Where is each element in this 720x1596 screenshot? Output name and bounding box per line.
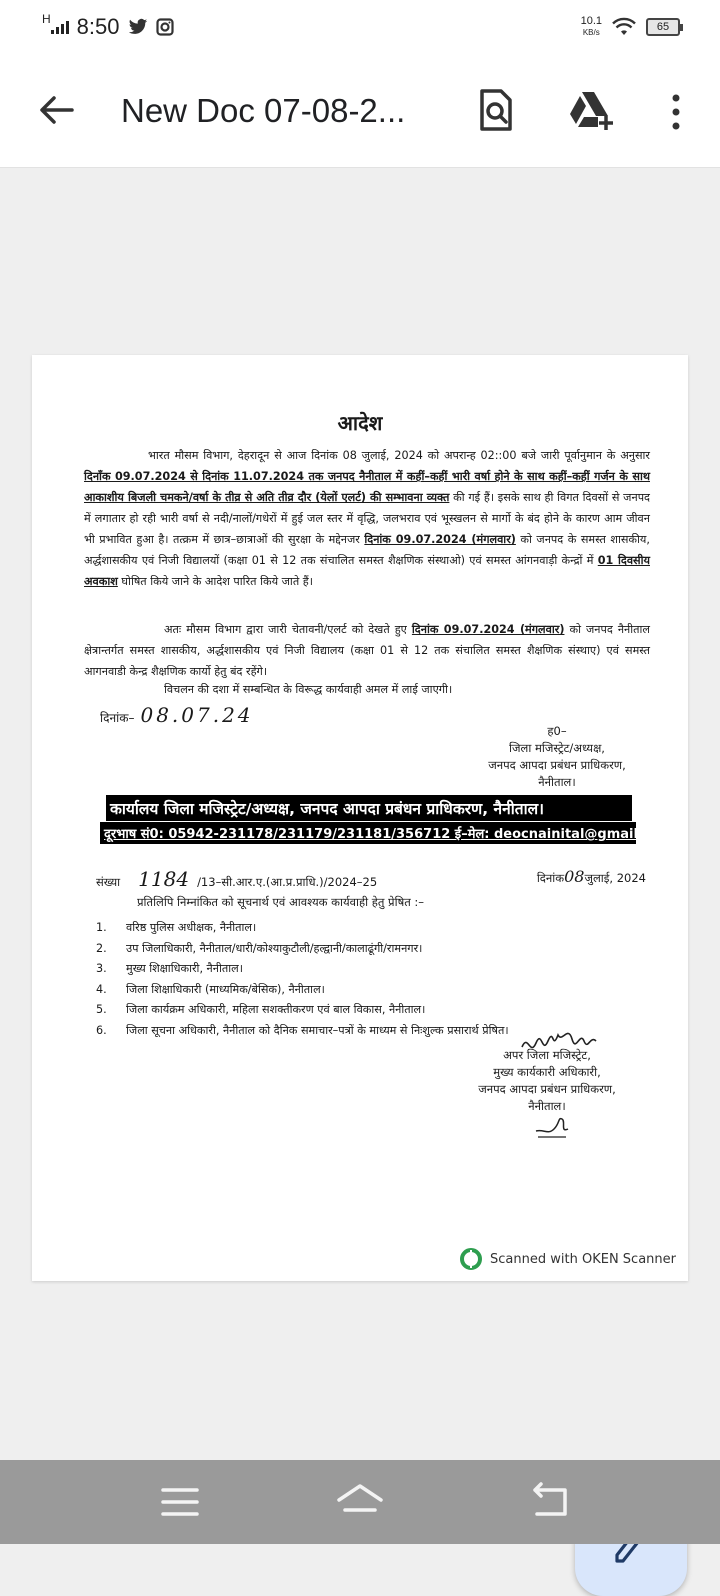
document-title: New Doc 07-08-2... bbox=[121, 92, 406, 129]
order-title: आदेश bbox=[337, 411, 383, 435]
battery-icon: 65 bbox=[646, 18, 680, 36]
recipient-item bbox=[96, 939, 656, 960]
system-nav-bar bbox=[0, 1460, 720, 1544]
scanner-watermark: Scanned with OKEN Scanner bbox=[460, 1248, 676, 1270]
order-paragraph-3: विचलन की दशा में सम्बन्धित के विरूद्ध कार्यवाही अमल में लाई जाएगी। bbox=[164, 683, 453, 696]
more-options-icon[interactable] bbox=[666, 92, 686, 132]
status-bar bbox=[0, 0, 720, 56]
order-paragraph-2: अतः मौसम विभाग द्वारा जारी चेतावनी/एलर्ट को देखते हुए दिनांक 09.07.2024 (मंगलवार) को जनपद नैनीताल क्षेत्रान्तर्गत समस्त शासकीय, अर्द्धशासकीय एवं निजी विद्यालय (कक्षा 01 से 12 तक संचालित समस्त शैक्षणिक संस्थाए) एवं समस्त आगनवाडी केन्द्र शैक्षणिक कार्यो हेतु बंद रहेंगे। bbox=[84, 623, 651, 678]
menu-icon[interactable] bbox=[155, 1480, 205, 1524]
handwritten-ref-number: 1184 bbox=[138, 867, 190, 891]
order-date: दिनांक– 08.07.24 bbox=[100, 703, 254, 727]
back-nav-icon[interactable] bbox=[525, 1480, 575, 1524]
instagram-icon bbox=[156, 18, 174, 36]
signal-icon bbox=[51, 20, 69, 34]
recipient-number: 3. bbox=[96, 962, 107, 975]
recipient-item bbox=[96, 918, 656, 939]
reference-line: संख्या 1184 /13–सी.आर.ए.(आ.प्र.प्राधि.)/2024–25 दिनांक08जुलाई, 2024 bbox=[96, 867, 646, 891]
oken-scanner-logo-icon bbox=[460, 1248, 482, 1270]
twitter-icon bbox=[128, 18, 148, 36]
recipient-text: जिला शिक्षाधिकारी (माध्यमिक/बेसिक), नैनीताल। bbox=[126, 982, 325, 996]
add-to-drive-icon[interactable] bbox=[568, 90, 616, 130]
network-type: H bbox=[42, 12, 51, 26]
recipient-number: 1. bbox=[96, 921, 107, 934]
document-viewer[interactable] bbox=[0, 169, 720, 1460]
clock: 8:50 bbox=[76, 14, 120, 39]
app-bar bbox=[0, 56, 720, 168]
net-speed: 10.1 KB/s bbox=[580, 15, 602, 37]
document-page bbox=[32, 355, 688, 1281]
order-paragraph-1: भारत मौसम विभाग, देहरादून से आज दिनांक 08 जुलाई, 2024 को अपरान्ह 02::00 बजे जारी पूर्वानुमान के अनुसार दिनाँक 09.07.2024 से दिनांक 11.07.2024 तक जनपद नैनीताल में कहीं–कहीं भारी वर्षा होने के साथ कहीं–कहीं गर्जन के साथ आकाशीय बिजली चमकने/वर्षा के तीव्र से अति तीव्र दौर (येलों एलर्ट) की सम्भावना व्यक्त की गई हैं। इसके साथ ही विगत दिवसों से जनपद में लगातार हो रही भारी वर्षा से नदी/नालों/गधेरों में हुई जल स्तर में वृद्धि, जलभराव एवं भूस्खलन से मार्गो के बंद होने के कारण आम जीवन भी प्रभावित हुआ है। तत्क्रम में छात्र–छात्राओं की सुरक्षा के मद्देनजर दिनांक 09.07.2024 (मंगलवार) को जनपद के समस्त शासकीय, अर्द्धशासकीय एवं निजी विद्यालयों (कक्षा 01 से 12 तक संचालित समस्त शैक्षणिक संस्थाओ) एवं समस्त आंगनवाड़ी केन्द्रों में 01 दिवसीय अवकाश घोषित किये जाने के आदेश पारित किये जाते हैं। bbox=[84, 449, 650, 588]
handwritten-date: 08.07.24 bbox=[140, 703, 254, 727]
additional-magistrate-signature-block: अपर जिला मजिस्ट्रेट, मुख्य कार्यकारी अधिकारी, जनपद आपदा प्रबंधन प्राधिकरण, नैनीताल। bbox=[478, 1048, 616, 1113]
initials-scribble bbox=[534, 1115, 570, 1139]
wifi-icon bbox=[612, 17, 636, 37]
recipient-number: 4. bbox=[96, 982, 107, 996]
recipient-text: उप जिलाधिकारी, नैनीताल/धारी/कोश्याकुटौली/हल्द्वानी/कालाढूंगी/रामनगर। bbox=[126, 941, 423, 955]
magistrate-signature-block: ह0– जिला मजिस्ट्रेट/अध्यक्ष, जनपद आपदा प्रबंधन प्राधिकरण, नैनीताल। bbox=[488, 724, 626, 789]
recipient-text: जिला सूचना अधिकारी, नैनीताल को दैनिक समाचार–पत्रों के माध्यम से निःशुल्क प्रसारार्थ प्रेषित। bbox=[126, 1023, 509, 1037]
recipient-text: वरिष्ठ पुलिस अधीक्षक, नैनीताल। bbox=[126, 921, 257, 934]
copy-intro: प्रतिलिपि निम्नांकित को सूचनार्थ एवं आवश्यक कार्यवाही हेतु प्रेषित :– bbox=[137, 895, 425, 909]
recipient-number: 2. bbox=[96, 941, 107, 955]
recipient-item bbox=[96, 980, 656, 1001]
back-arrow-icon[interactable] bbox=[36, 90, 76, 130]
home-icon[interactable] bbox=[335, 1480, 385, 1524]
reference-date: दिनांक08जुलाई, 2024 bbox=[536, 867, 646, 886]
office-banner: कार्यालय जिला मजिस्ट्रेट/अध्यक्ष, जनपद आपदा प्रबंधन प्राधिकरण, नैनीताल। bbox=[106, 795, 632, 821]
search-document-icon[interactable] bbox=[478, 88, 514, 132]
contact-banner: दूरभाष सं0: 05942-231178/231179/231181/356712 ई–मेल: deocnainital@gmail.com bbox=[100, 822, 636, 844]
recipient-number: 5. bbox=[96, 1003, 107, 1016]
recipient-text: जिला कार्यक्रम अधिकारी, महिला सशक्तीकरण एवं बाल विकास, नैनीताल। bbox=[126, 1003, 426, 1016]
recipient-text: मुख्य शिक्षाधिकारी, नैनीताल। bbox=[126, 962, 243, 975]
recipient-list bbox=[96, 918, 656, 1041]
recipient-number: 6. bbox=[96, 1023, 107, 1037]
recipient-item bbox=[96, 1000, 656, 1021]
recipient-item bbox=[96, 959, 656, 980]
